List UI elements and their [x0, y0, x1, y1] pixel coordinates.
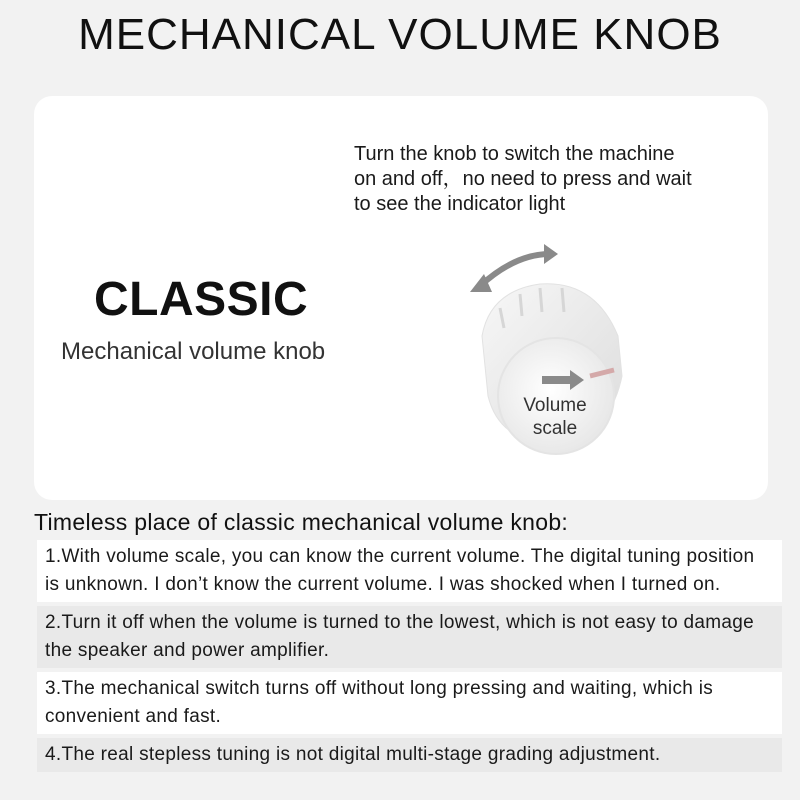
feature-list	[37, 540, 782, 776]
page-title: MECHANICAL VOLUME KNOB	[78, 10, 722, 59]
description-line: to see the indicator light	[354, 193, 566, 215]
description-line: Turn the knob to switch the machine	[354, 143, 675, 165]
list-item: 2.Turn it off when the volume is turned to the lowest, which is not easy to damage the speaker and power amplifier.	[37, 606, 782, 668]
knob-description	[354, 142, 774, 217]
knob-scale-label	[500, 394, 610, 440]
list-item: 4.The real stepless tuning is not digital multi-stage grading adjustment.	[37, 738, 782, 772]
classic-heading: CLASSIC	[94, 273, 309, 326]
knob-label-line: Volume	[523, 395, 587, 416]
list-item: 1.With volume scale, you can know the current volume. The digital tuning position is unknown. I don’t know the current volume. I was shocked when I turned on.	[37, 540, 782, 602]
list-item: 3.The mechanical switch turns off without long pressing and waiting, which is convenient and fast.	[37, 672, 782, 734]
description-line: on and off，no need to press and wait	[354, 168, 692, 190]
classic-subheading: Mechanical volume knob	[61, 338, 326, 365]
section-title: Timeless place of classic mechanical volume knob:	[34, 509, 569, 535]
knob-label-line: scale	[532, 418, 578, 439]
